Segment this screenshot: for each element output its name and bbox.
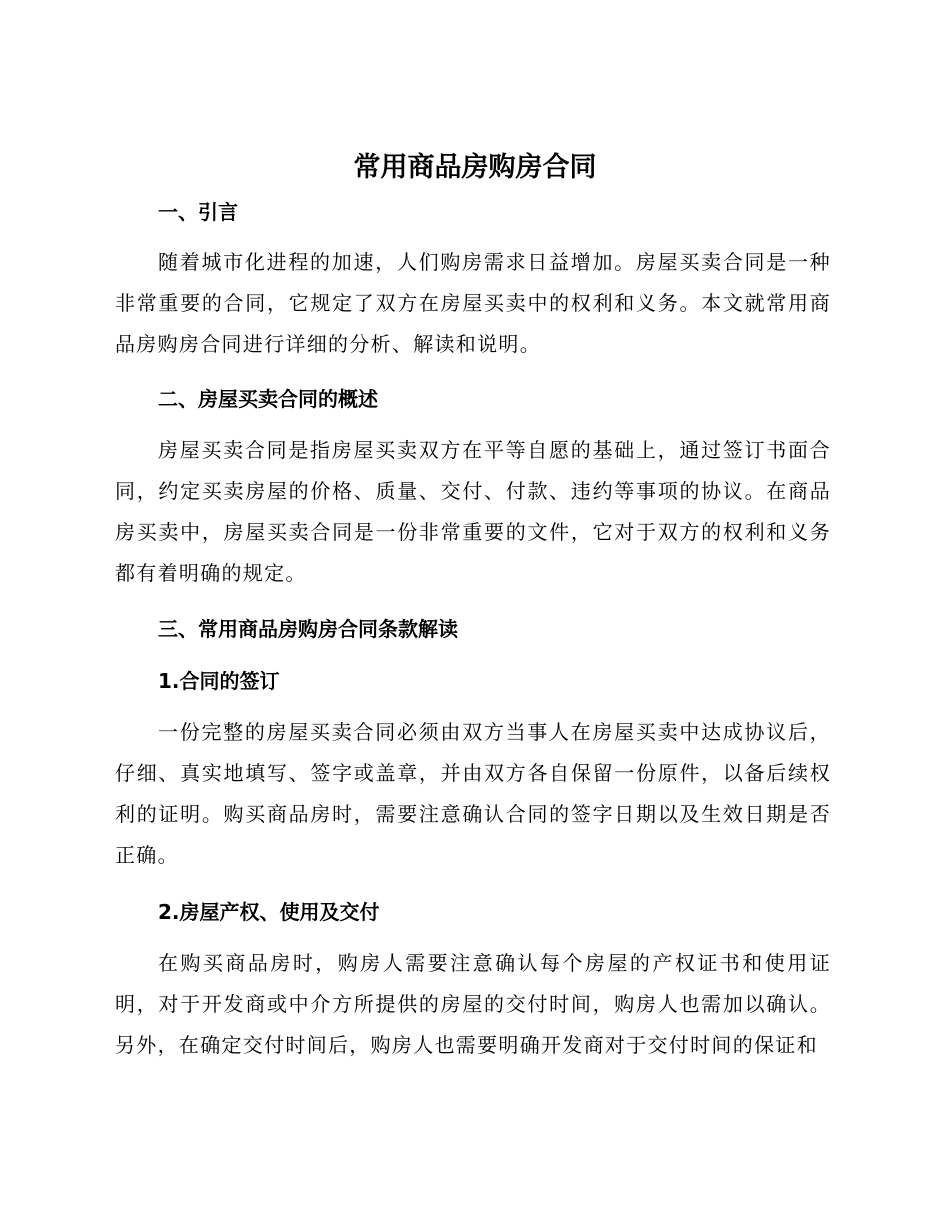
subsection-paragraph-signing: 一份完整的房屋买卖合同必须由双方当事人在房屋买卖中达成协议后，仔细、真实地填写、签字或盖章，并由双方各自保留一份原件，以备后续权利的证明。购买商品房时，需要注意确认合同的签字日期以及生效日期是否正确。 — [115, 720, 831, 867]
section-heading-introduction: 一、引言 — [158, 200, 238, 224]
section-heading-clauses: 三、常用商品房购房合同条款解读 — [158, 617, 458, 641]
subsection-heading-signing: 1.合同的签订 — [158, 669, 280, 693]
section-heading-overview: 二、房屋买卖合同的概述 — [158, 387, 378, 411]
section-paragraph-overview: 房屋买卖合同是指房屋买卖双方在平等自愿的基础上，通过签订书面合同，约定买卖房屋的价格、质量、交付、付款、违约等事项的协议。在商品房买卖中，房屋买卖合同是一份非常重要的文件，它对于双方的权利和义务都有着明确的规定。 — [115, 438, 831, 585]
subsection-paragraph-ownership-delivery: 在购买商品房时，购房人需要注意确认每个房屋的产权证书和使用证明，对于开发商或中介方所提供的房屋的交付时间，购房人也需加以确认。另外，在确定交付时间后，购房人也需要明确开发商对于交付时间的保证和 — [115, 951, 831, 1057]
document-title: 常用商品房购房合同 — [353, 152, 597, 183]
section-paragraph-introduction: 随着城市化进程的加速，人们购房需求日益增加。房屋买卖合同是一种非常重要的合同，它规定了双方在房屋买卖中的权利和义务。本文就常用商品房购房合同进行详细的分析、解读和说明。 — [115, 250, 831, 356]
subsection-heading-ownership-delivery: 2.房屋产权、使用及交付 — [158, 900, 380, 924]
